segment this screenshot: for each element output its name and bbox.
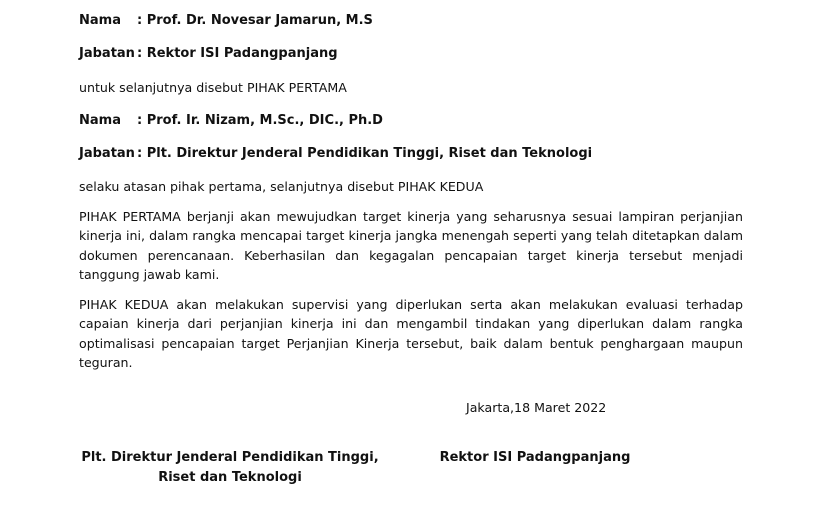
party2-name-label: Nama	[79, 113, 121, 128]
signatory-left	[80, 448, 380, 487]
signatory-right	[430, 448, 640, 468]
party2-designation: selaku atasan pihak pertama, selanjutnya disebut PIHAK KEDUA	[79, 179, 484, 194]
party1-name-row	[79, 13, 373, 28]
party2-name-value: : Prof. Ir. Nizam, M.Sc., DIC., Ph.D	[137, 113, 383, 128]
party2-title-value: : Plt. Direktur Jenderal Pendidikan Tinggi, Riset dan Teknologi	[137, 146, 593, 161]
signatory-left-line2: Riset dan Teknologi	[158, 469, 302, 485]
party1-designation: untuk selanjutnya disebut PIHAK PERTAMA	[79, 80, 347, 95]
party2-title-row	[79, 146, 592, 161]
paragraph-supervision: PIHAK KEDUA akan melakukan supervisi yang diperlukan serta akan melakukan evaluasi terhadap capaian kinerja dari perjanjian kinerja ini dan mengambil tindakan yang diperlukan dalam rangka optimalisasi pencapaian target Perjanjian Kinerja tersebut, baik dalam bentuk penghargaan maupun teguran.	[79, 297, 743, 371]
signatory-left-line1: Plt. Direktur Jenderal Pendidikan Tinggi,	[81, 450, 379, 465]
party1-name-value: : Prof. Dr. Novesar Jamarun, M.S	[137, 13, 373, 28]
party1-title-row	[79, 46, 338, 61]
party1-title-value: : Rektor ISI Padangpanjang	[137, 46, 338, 61]
party1-title-label: Jabatan	[79, 46, 135, 61]
party2-name-row	[79, 113, 383, 128]
party2-title-label: Jabatan	[79, 146, 135, 161]
place-date: Jakarta,18 Maret 2022	[466, 400, 607, 415]
paragraph-commitment: PIHAK PERTAMA berjanji akan mewujudkan target kinerja yang seharusnya sesuai lampiran perjanjian kinerja ini, dalam rangka mencapai target kinerja jangka menengah seperti yang telah ditetapkan dalam dokumen perencanaan. Keberhasilan dan kegagalan pencapaian target kinerja tersebut menjadi tanggung jawab kami.	[79, 209, 743, 283]
signatory-right-line1: Rektor ISI Padangpanjang	[439, 450, 631, 465]
party1-name-label: Nama	[79, 13, 121, 28]
